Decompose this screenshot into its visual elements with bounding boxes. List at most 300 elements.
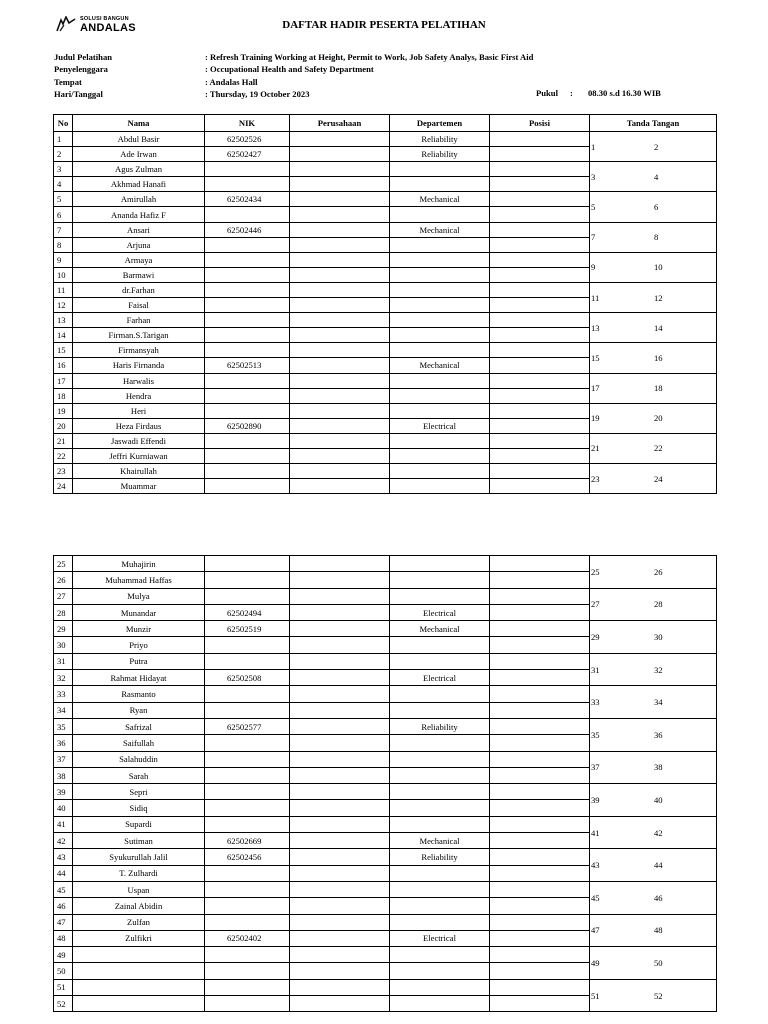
cell-no: 44 — [54, 865, 73, 881]
cell-perusahaan — [290, 358, 390, 373]
cell-posisi — [490, 767, 590, 783]
cell-nama: dr.Farhan — [73, 282, 205, 297]
cell-nama: Agus Zulman — [73, 162, 205, 177]
cell-no: 2 — [54, 147, 73, 162]
cell-posisi — [490, 147, 590, 162]
cell-nik — [205, 767, 290, 783]
table-row — [54, 192, 717, 207]
cell-departemen — [390, 816, 490, 832]
table-row — [54, 252, 717, 267]
cell-departemen — [390, 572, 490, 588]
cell-perusahaan — [290, 403, 390, 418]
table-row — [54, 947, 717, 963]
cell-departemen — [390, 588, 490, 604]
cell-posisi — [490, 800, 590, 816]
cell-departemen — [390, 388, 490, 403]
cell-no: 47 — [54, 914, 73, 930]
cell-departemen: Mechanical — [390, 833, 490, 849]
cell-departemen — [390, 556, 490, 572]
cell-perusahaan — [290, 162, 390, 177]
cell-perusahaan — [290, 433, 390, 448]
cell-nama: Rahmat Hidayat — [73, 670, 205, 686]
meta-value: : Thursday, 19 October 2023 — [205, 88, 310, 99]
cell-no: 36 — [54, 735, 73, 751]
cell-posisi — [490, 849, 590, 865]
cell-perusahaan — [290, 207, 390, 222]
cell-departemen — [390, 313, 490, 328]
cell-tanda-tangan — [590, 751, 717, 784]
cell-posisi — [490, 572, 590, 588]
meta-value: : Occupational Health and Safety Department — [205, 64, 374, 75]
cell-nik — [205, 816, 290, 832]
cell-departemen — [390, 702, 490, 718]
cell-nama — [73, 947, 205, 963]
cell-nama: Firmansyah — [73, 343, 205, 358]
signature-number: 24 — [654, 473, 663, 484]
cell-nik — [205, 653, 290, 669]
cell-nik: 62502402 — [205, 930, 290, 946]
cell-posisi — [490, 653, 590, 669]
cell-tanda-tangan — [590, 252, 717, 282]
cell-tanda-tangan — [590, 718, 717, 751]
signature-number: 3 — [591, 171, 596, 182]
cell-posisi — [490, 192, 590, 207]
table-row — [54, 556, 717, 572]
cell-no: 51 — [54, 979, 73, 995]
attendance-table-page-2 — [53, 555, 717, 1012]
cell-no: 15 — [54, 343, 73, 358]
cell-posisi — [490, 930, 590, 946]
cell-perusahaan — [290, 979, 390, 995]
cell-nik — [205, 572, 290, 588]
cell-posisi — [490, 343, 590, 358]
table-row — [54, 816, 717, 832]
cell-departemen — [390, 298, 490, 313]
cell-departemen — [390, 479, 490, 494]
table-row — [54, 282, 717, 297]
signature-number: 20 — [654, 413, 663, 424]
cell-nik — [205, 403, 290, 418]
signature-number: 51 — [591, 990, 600, 1001]
cell-tanda-tangan — [590, 686, 717, 719]
signature-number: 27 — [591, 599, 600, 610]
meta-label: Penyelenggara — [54, 64, 108, 75]
cell-departemen — [390, 433, 490, 448]
cell-nama: Firman.S.Tarigan — [73, 328, 205, 343]
signature-number: 41 — [591, 827, 600, 838]
cell-no: 29 — [54, 621, 73, 637]
cell-nama: Muammar — [73, 479, 205, 494]
cell-perusahaan — [290, 686, 390, 702]
signature-number: 32 — [654, 664, 663, 675]
signature-number: 48 — [654, 925, 663, 936]
cell-departemen — [390, 979, 490, 995]
cell-nama: Amirullah — [73, 192, 205, 207]
signature-number: 19 — [591, 413, 600, 424]
cell-departemen — [390, 282, 490, 297]
cell-no: 34 — [54, 702, 73, 718]
table-row — [54, 464, 717, 479]
signature-number: 10 — [654, 262, 663, 273]
cell-tanda-tangan — [590, 162, 717, 192]
cell-posisi — [490, 418, 590, 433]
cell-nik — [205, 996, 290, 1012]
signature-number: 34 — [654, 697, 663, 708]
cell-nama: Akhmad Hanafi — [73, 177, 205, 192]
cell-tanda-tangan — [590, 556, 717, 589]
cell-nik — [205, 637, 290, 653]
cell-nama: Syukurullah Jalil — [73, 849, 205, 865]
signature-number: 7 — [591, 232, 596, 243]
cell-no: 46 — [54, 898, 73, 914]
cell-departemen — [390, 267, 490, 282]
cell-departemen — [390, 177, 490, 192]
cell-no: 26 — [54, 572, 73, 588]
cell-posisi — [490, 252, 590, 267]
cell-nik: 62502446 — [205, 222, 290, 237]
signature-number: 26 — [654, 566, 663, 577]
cell-no: 43 — [54, 849, 73, 865]
cell-departemen — [390, 963, 490, 979]
cell-tanda-tangan — [590, 947, 717, 980]
table-row — [54, 686, 717, 702]
cell-departemen — [390, 653, 490, 669]
cell-nik — [205, 588, 290, 604]
signature-number: 52 — [654, 990, 663, 1001]
cell-perusahaan — [290, 267, 390, 282]
table-row — [54, 784, 717, 800]
cell-nama: Muhammad Haffas — [73, 572, 205, 588]
cell-perusahaan — [290, 930, 390, 946]
signature-number: 15 — [591, 352, 600, 363]
signature-number: 45 — [591, 892, 600, 903]
cell-departemen: Reliability — [390, 718, 490, 734]
cell-nik — [205, 963, 290, 979]
time-label: Pukul — [536, 88, 558, 98]
cell-tanda-tangan — [590, 816, 717, 849]
cell-nik — [205, 282, 290, 297]
cell-nik — [205, 313, 290, 328]
cell-posisi — [490, 718, 590, 734]
cell-perusahaan — [290, 373, 390, 388]
cell-nik — [205, 914, 290, 930]
signature-number: 31 — [591, 664, 600, 675]
cell-departemen — [390, 947, 490, 963]
cell-nama: Heri — [73, 403, 205, 418]
cell-departemen — [390, 881, 490, 897]
cell-no: 10 — [54, 267, 73, 282]
signature-number: 11 — [591, 292, 600, 303]
signature-number: 22 — [654, 443, 663, 454]
cell-nama: Uspan — [73, 881, 205, 897]
cell-nik — [205, 735, 290, 751]
signature-number: 23 — [591, 473, 600, 484]
meta-value: : Andalas Hall — [205, 76, 258, 87]
cell-nik: 62502513 — [205, 358, 290, 373]
cell-departemen — [390, 252, 490, 267]
meta-label: Hari/Tanggal — [54, 88, 103, 99]
cell-no: 12 — [54, 298, 73, 313]
signature-number: 49 — [591, 957, 600, 968]
cell-perusahaan — [290, 865, 390, 881]
table-row — [54, 914, 717, 930]
cell-perusahaan — [290, 653, 390, 669]
cell-no: 40 — [54, 800, 73, 816]
cell-departemen: Electrical — [390, 930, 490, 946]
cell-departemen — [390, 767, 490, 783]
cell-posisi — [490, 604, 590, 620]
cell-departemen — [390, 237, 490, 252]
cell-nama: Jaswadi Effendi — [73, 433, 205, 448]
cell-nama: Salahuddin — [73, 751, 205, 767]
cell-nama: Ryan — [73, 702, 205, 718]
cell-perusahaan — [290, 881, 390, 897]
cell-nama: Zulfan — [73, 914, 205, 930]
cell-tanda-tangan — [590, 588, 717, 621]
cell-nik — [205, 298, 290, 313]
cell-no: 52 — [54, 996, 73, 1012]
cell-nik: 62502494 — [205, 604, 290, 620]
cell-perusahaan — [290, 898, 390, 914]
cell-perusahaan — [290, 572, 390, 588]
cell-nik — [205, 162, 290, 177]
cell-tanda-tangan — [590, 979, 717, 1012]
cell-posisi — [490, 313, 590, 328]
cell-perusahaan — [290, 556, 390, 572]
table-row — [54, 881, 717, 897]
column-header-departemen: Departemen — [390, 115, 490, 132]
cell-perusahaan — [290, 914, 390, 930]
signature-number: 40 — [654, 794, 663, 805]
table-row — [54, 403, 717, 418]
cell-nik: 62502508 — [205, 670, 290, 686]
cell-nama: Jeffri Kurniawan — [73, 448, 205, 463]
signature-number: 2 — [654, 141, 659, 152]
cell-posisi — [490, 237, 590, 252]
meta-row-judul — [54, 52, 714, 64]
cell-nik: 62502434 — [205, 192, 290, 207]
cell-departemen: Electrical — [390, 604, 490, 620]
cell-posisi — [490, 996, 590, 1012]
cell-nik — [205, 388, 290, 403]
signature-number: 43 — [591, 860, 600, 871]
cell-no: 18 — [54, 388, 73, 403]
table-row — [54, 433, 717, 448]
cell-posisi — [490, 865, 590, 881]
cell-tanda-tangan — [590, 784, 717, 817]
cell-nama: Munandar — [73, 604, 205, 620]
logo-main-text: ANDALAS — [80, 22, 136, 34]
cell-nik — [205, 252, 290, 267]
table-row — [54, 653, 717, 669]
cell-tanda-tangan — [590, 914, 717, 947]
cell-nik — [205, 800, 290, 816]
cell-perusahaan — [290, 702, 390, 718]
cell-no: 5 — [54, 192, 73, 207]
meta-value: : Refresh Training Working at Height, Permit to Work, Job Safety Analys, Basic First Aid — [205, 52, 534, 62]
cell-no: 50 — [54, 963, 73, 979]
cell-posisi — [490, 464, 590, 479]
cell-nik — [205, 702, 290, 718]
cell-posisi — [490, 588, 590, 604]
cell-posisi — [490, 388, 590, 403]
table-row — [54, 849, 717, 865]
cell-nama: Munzir — [73, 621, 205, 637]
signature-number: 5 — [591, 201, 596, 212]
cell-nik: 62502427 — [205, 147, 290, 162]
cell-posisi — [490, 947, 590, 963]
cell-perusahaan — [290, 833, 390, 849]
signature-number: 47 — [591, 925, 600, 936]
cell-nama — [73, 979, 205, 995]
cell-no: 24 — [54, 479, 73, 494]
cell-posisi — [490, 162, 590, 177]
cell-nama: Sutiman — [73, 833, 205, 849]
cell-nik — [205, 751, 290, 767]
cell-departemen — [390, 914, 490, 930]
cell-no: 27 — [54, 588, 73, 604]
signature-number: 17 — [591, 383, 600, 394]
cell-tanda-tangan — [590, 222, 717, 252]
cell-departemen — [390, 865, 490, 881]
signature-number: 42 — [654, 827, 663, 838]
cell-nama: Supardi — [73, 816, 205, 832]
signature-number: 33 — [591, 697, 600, 708]
cell-nama: Ade Irwan — [73, 147, 205, 162]
cell-departemen — [390, 207, 490, 222]
column-header-nama: Nama — [73, 115, 205, 132]
cell-perusahaan — [290, 313, 390, 328]
cell-perusahaan — [290, 328, 390, 343]
cell-nik — [205, 947, 290, 963]
cell-no: 6 — [54, 207, 73, 222]
signature-number: 29 — [591, 631, 600, 642]
cell-posisi — [490, 702, 590, 718]
cell-nik — [205, 373, 290, 388]
signature-number: 14 — [654, 322, 663, 333]
cell-no: 23 — [54, 464, 73, 479]
cell-posisi — [490, 448, 590, 463]
cell-nama: Priyo — [73, 637, 205, 653]
cell-no: 9 — [54, 252, 73, 267]
signature-number: 8 — [654, 232, 659, 243]
cell-nama: Hendra — [73, 388, 205, 403]
cell-posisi — [490, 282, 590, 297]
signature-number: 9 — [591, 262, 596, 273]
cell-nik — [205, 433, 290, 448]
attendance-table-page-1 — [53, 114, 717, 494]
signature-number: 30 — [654, 631, 663, 642]
table-row — [54, 343, 717, 358]
cell-perusahaan — [290, 718, 390, 734]
cell-departemen: Mechanical — [390, 222, 490, 237]
cell-posisi — [490, 833, 590, 849]
cell-nama: Ansari — [73, 222, 205, 237]
cell-tanda-tangan — [590, 433, 717, 463]
cell-perusahaan — [290, 252, 390, 267]
cell-departemen — [390, 898, 490, 914]
cell-no: 11 — [54, 282, 73, 297]
cell-departemen: Reliability — [390, 849, 490, 865]
cell-perusahaan — [290, 735, 390, 751]
table-row — [54, 313, 717, 328]
cell-nik — [205, 898, 290, 914]
cell-perusahaan — [290, 282, 390, 297]
cell-no: 30 — [54, 637, 73, 653]
cell-posisi — [490, 686, 590, 702]
cell-no: 13 — [54, 313, 73, 328]
cell-no: 22 — [54, 448, 73, 463]
cell-nik: 62502526 — [205, 132, 290, 147]
table-row — [54, 588, 717, 604]
cell-no: 28 — [54, 604, 73, 620]
cell-no: 38 — [54, 767, 73, 783]
cell-departemen: Mechanical — [390, 192, 490, 207]
table-row — [54, 373, 717, 388]
signature-number: 18 — [654, 383, 663, 394]
cell-departemen: Electrical — [390, 670, 490, 686]
cell-nama: Arjuna — [73, 237, 205, 252]
cell-posisi — [490, 328, 590, 343]
cell-nama: T. Zulhardi — [73, 865, 205, 881]
cell-no: 41 — [54, 816, 73, 832]
cell-nama: Abdul Basir — [73, 132, 205, 147]
cell-no: 37 — [54, 751, 73, 767]
logo-small-text: SOLUSI BANGUN — [80, 16, 129, 22]
cell-perusahaan — [290, 604, 390, 620]
cell-nama — [73, 963, 205, 979]
cell-perusahaan — [290, 637, 390, 653]
cell-no: 19 — [54, 403, 73, 418]
signature-number: 38 — [654, 762, 663, 773]
meta-row-penyelenggara — [54, 64, 714, 76]
cell-nama: Muhajirin — [73, 556, 205, 572]
cell-perusahaan — [290, 816, 390, 832]
cell-perusahaan — [290, 996, 390, 1012]
cell-tanda-tangan — [590, 313, 717, 343]
cell-tanda-tangan — [590, 132, 717, 162]
cell-nik: 62502669 — [205, 833, 290, 849]
signature-number: 50 — [654, 957, 663, 968]
cell-nama: Sepri — [73, 784, 205, 800]
cell-tanda-tangan — [590, 343, 717, 373]
cell-nik: 62502456 — [205, 849, 290, 865]
cell-tanda-tangan — [590, 373, 717, 403]
cell-nik — [205, 979, 290, 995]
cell-tanda-tangan — [590, 653, 717, 686]
table-row — [54, 751, 717, 767]
cell-perusahaan — [290, 670, 390, 686]
cell-posisi — [490, 177, 590, 192]
column-header-nik: NIK — [205, 115, 290, 132]
cell-posisi — [490, 898, 590, 914]
cell-posisi — [490, 132, 590, 147]
cell-perusahaan — [290, 192, 390, 207]
cell-departemen: Mechanical — [390, 358, 490, 373]
cell-no: 35 — [54, 718, 73, 734]
signature-number: 39 — [591, 794, 600, 805]
cell-no: 8 — [54, 237, 73, 252]
cell-no: 17 — [54, 373, 73, 388]
cell-nama: Mulya — [73, 588, 205, 604]
cell-departemen — [390, 343, 490, 358]
cell-perusahaan — [290, 479, 390, 494]
cell-nik — [205, 865, 290, 881]
signature-number: 16 — [654, 352, 663, 363]
cell-nik — [205, 237, 290, 252]
cell-no: 16 — [54, 358, 73, 373]
cell-perusahaan — [290, 237, 390, 252]
